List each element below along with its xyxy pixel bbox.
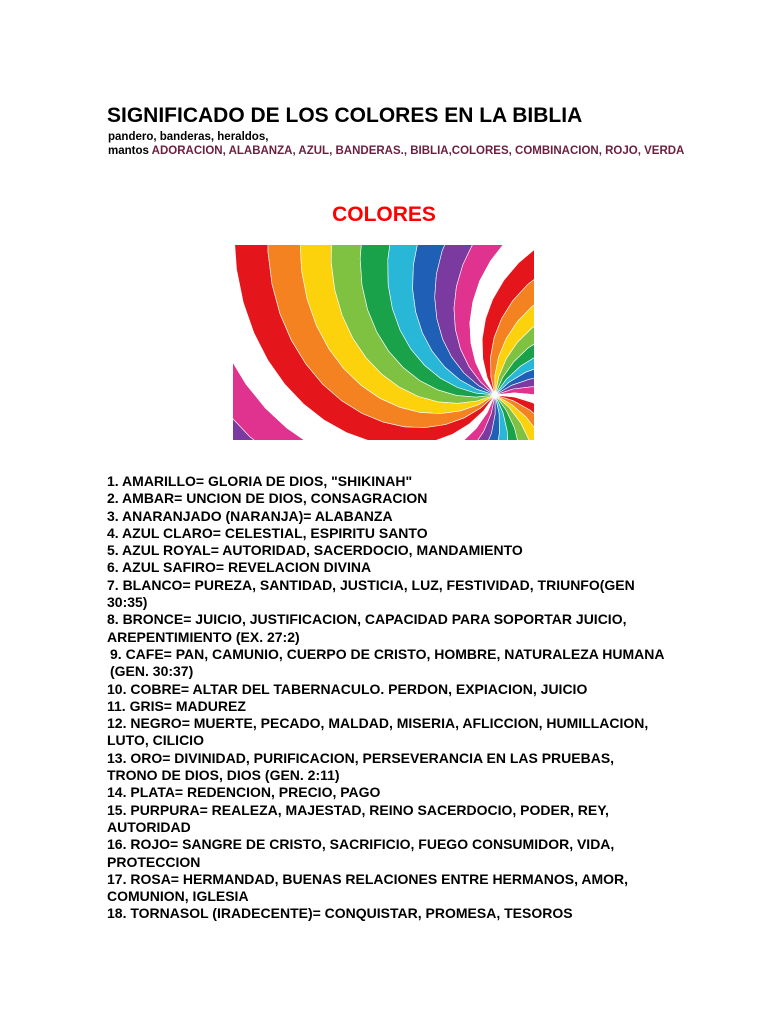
list-item: 17. ROSA= HERMANDAD, BUENAS RELACIONES ENTRE HERMANOS, AMOR, COMUNION, IGLESIA — [107, 870, 629, 905]
rainbow-swirl-image — [233, 245, 534, 440]
tag-link[interactable]: ROJO — [605, 145, 638, 157]
list-item: 16. ROJO= SANGRE DE CRISTO, SACRIFICIO, FUEGO CONSUMIDOR, VIDA, PROTECCION — [107, 836, 615, 870]
list-item: 8. BRONCE= JUICIO, JUSTIFICACION, CAPACIDAD PARA SOPORTAR JUICIO, AREPENTIMIENTO (EX. 27:2) — [107, 611, 627, 645]
tag-link[interactable]: VERDA — [644, 145, 685, 157]
tag-link[interactable]: BIBLIA,COLORES — [410, 145, 509, 157]
tag-separator: , — [403, 145, 411, 157]
list-item: 7. BLANCO= PUREZA, SANTIDAD, JUSTICIA, LUZ, FESTIVIDAD, TRIUNFO(GEN 30:35) — [107, 576, 635, 611]
tag-link[interactable]: AZUL — [298, 145, 330, 157]
tag-prefix: mantos — [108, 145, 152, 157]
tag-link[interactable]: ADORACION — [151, 145, 223, 157]
list-item: 14. PLATA= REDENCION, PRECIO, PAGO — [107, 784, 381, 801]
list-item: 4. AZUL CLARO= CELESTIAL, ESPIRITU SANTO — [107, 524, 428, 541]
tag-separator: , — [329, 145, 336, 157]
color-meaning-list — [107, 473, 667, 923]
list-item: 2. AMBAR= UNCION DE DIOS, CONSAGRACION — [107, 490, 428, 507]
list-item: 13. ORO= DIVINIDAD, PURIFICACION, PERSEVERANCIA EN LAS PRUEBAS, TRONO DE DIOS, DIOS (GEN. 2:11) — [107, 749, 615, 784]
tag-separator: , — [222, 145, 229, 157]
list-item: 11. GRIS= MADUREZ — [107, 697, 246, 714]
tag-separator: , — [637, 145, 645, 157]
page-title: SIGNIFICADO DE LOS COLORES EN LA BIBLIA — [107, 104, 583, 127]
tag-separator: , — [292, 145, 299, 157]
tag-separator: , — [508, 145, 516, 157]
list-item: 9. CAFE= PAN, CAMUNIO, CUERPO DE CRISTO, HOMBRE, NATURALEZA HUMANA (GEN. 30:37) — [110, 645, 664, 680]
list-item: 6. AZUL SAFIRO= REVELACION DIVINA — [107, 559, 372, 576]
list-item: 18. TORNASOL (IRADECENTE)= CONQUISTAR, PROMESA, TESOROS — [107, 905, 573, 922]
list-item: 15. PURPURA= REALEZA, MAJESTAD, REINO SACERDOCIO, PODER, REY, AUTORIDAD — [107, 801, 609, 835]
tag-list — [108, 144, 688, 158]
tag-link[interactable]: BANDERAS. — [335, 145, 404, 157]
list-item: 1. AMARILLO= GLORIA DE DIOS, "SHIKINAH" — [107, 473, 413, 489]
list-item: 3. ANARANJADO (NARANJA)= ALABANZA — [107, 507, 393, 524]
section-heading: COLORES — [332, 203, 436, 226]
tag-link[interactable]: COMBINACION — [515, 145, 599, 157]
list-item: 12. NEGRO= MUERTE, PECADO, MALDAD, MISERIA, AFLICCION, HUMILLACION, LUTO, CILICIO — [107, 715, 649, 749]
tagline — [108, 130, 688, 158]
tagline-line1: pandero, banderas, heraldos, — [108, 131, 269, 143]
list-item: 5. AZUL ROYAL= AUTORIDAD, SACERDOCIO, MANDAMIENTO — [107, 542, 523, 559]
list-item: 10. COBRE= ALTAR DEL TABERNACULO. PERDON, EXPIACION, JUICIO — [107, 680, 588, 697]
tag-separator: , — [598, 145, 606, 157]
tag-link[interactable]: ALABANZA — [228, 145, 293, 157]
